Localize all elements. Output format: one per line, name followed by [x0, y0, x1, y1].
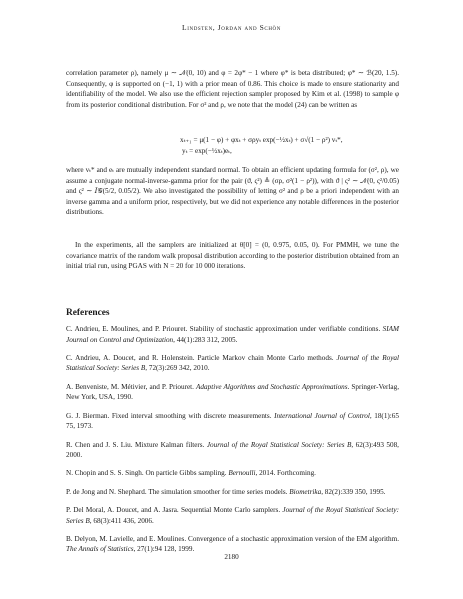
running-head: Lindsten, Jordan and Schön	[182, 23, 281, 32]
reference-authors-title: P. de Jong and N. Shephard. The simulation smoother for time series models.	[66, 487, 290, 496]
reference-entry	[66, 534, 399, 555]
reference-details: , 68(3):411 436, 2006.	[89, 516, 154, 525]
reference-entry	[66, 487, 399, 498]
reference-venue: Bernoulli	[228, 469, 256, 478]
reference-venue: The Annals of Statistics	[66, 545, 134, 554]
references-list	[66, 324, 399, 563]
reference-venue: International Journal of Control	[274, 411, 370, 420]
body-paragraph-2	[66, 165, 399, 218]
reference-details: , 82(2):339 350, 1995.	[321, 487, 386, 496]
reference-venue: SIAM Journal on Control and Optimization	[66, 325, 399, 344]
equation-line-2: yₜ = exp(−½xₜ)eₜ,	[182, 146, 232, 155]
reference-entry	[66, 353, 399, 374]
reference-authors-title: P. Del Moral, A. Doucet, and A. Jasra. Sequential Monte Carlo samplers.	[66, 505, 283, 514]
reference-venue: Biometrika	[289, 487, 322, 496]
reference-authors-title: N. Chopin and S. S. Singh. On particle Gibbs sampling.	[66, 469, 229, 478]
reference-details: , 18(1):65 75, 1973.	[66, 411, 399, 431]
paragraph-text: where vₜ* and eₜ are mutually independent standard normal. To obtain an efficient updating formula for (σ², ρ), we assume a conjugate normal-inverse-gamma prior for the pair (ϑ, ς²) ≜ (σρ, σ²(1 − ρ²)), with ϑ | ς² ∼ 𝒩(0, ς²/0.05) and ς² ∼ 𝐼𝒢(5/2, 0.05/2). We also investigated the possibility of letting σ² and ρ be a priori independent with an inverse gamma and a uniform prior, respectively, but we did not experience any notable differences in the posterior distributions.	[66, 166, 399, 217]
reference-authors-title: R. Chen and J. S. Liu. Mixture Kalman filters.	[66, 440, 207, 449]
reference-authors-title: A. Benveniste, M. Métivier, and P. Priouret.	[66, 382, 197, 391]
reference-details: , 2014. Forthcoming.	[255, 469, 316, 478]
paragraph-text: correlation parameter ρ), namely μ ∼ 𝒩(0, 10) and φ = 2φ* − 1 where φ* is beta distributed; φ* ∼ ℬ(20, 1.5). Consequently, φ is supported on (−1, 1) with a prior mean of 0.86. This choice is made to ensure stationarity and identifiability of the model. We also use the efficient rejection sampler proposed by Kim et al. (1998) to sample φ from its posterior conditional distribution. For σ² and ρ, we note that the model (24) can be written as	[66, 69, 399, 109]
body-paragraph-3	[66, 240, 399, 272]
reference-venue: Journal of the Royal Statistical Society: Series B	[206, 440, 352, 449]
reference-authors-title: C. Andrieu, E. Moulines, and P. Priouret. Stability of stochastic approximation under verifiable conditions.	[66, 325, 383, 333]
references-heading: References	[66, 308, 110, 318]
reference-details: , 27(1):94 128, 1999.	[133, 545, 195, 554]
reference-entry	[66, 411, 399, 432]
equation-block	[180, 135, 343, 156]
reference-entry	[66, 382, 399, 403]
reference-details: , 44(1):283 312, 2005.	[173, 335, 238, 344]
body-paragraph-1	[66, 68, 399, 110]
reference-details: , 62(3):493 508, 2000.	[66, 440, 399, 460]
reference-details: , 72(3):269 342, 2010.	[145, 364, 210, 373]
reference-entry	[66, 324, 399, 345]
reference-entry	[66, 505, 399, 526]
reference-entry	[66, 468, 399, 479]
reference-authors-title: B. Delyon, M. Lavielle, and E. Moulines. Convergence of a stochastic approximation version of the EM algorithm.	[66, 534, 399, 543]
reference-venue: Journal of the Royal Statistical Society: Series B	[66, 505, 399, 525]
reference-authors-title: G. J. Bierman. Fixed interval smoothing with discrete measurements.	[66, 411, 275, 420]
reference-details: . Springer-Verlag, New York, USA, 1990.	[66, 382, 399, 402]
page-number: 2180	[224, 553, 239, 561]
reference-venue: Journal of the Royal Statistical Society: Series B	[66, 353, 399, 373]
reference-entry	[66, 440, 399, 461]
reference-venue: Adaptive Algorithms and Stochastic Approximations	[196, 382, 348, 391]
equation-line-1: xₜ₊₁ = μ(1 − φ) + φxₜ + σρyₜ exp(−½xₜ) + σ√(1 − ρ²) vₜ*,	[180, 136, 343, 144]
reference-authors-title: C. Andrieu, A. Doucet, and R. Holenstein. Particle Markov chain Monte Carlo methods.	[66, 353, 337, 362]
paragraph-text: In the experiments, all the samplers are initialized at θ[0] = (0, 0.975, 0.05, 0). For PMMH, we tune the covariance matrix of the random walk proposal distribution according to the posterior distribution obtained from an initial trial run, using PGAS with N = 20 for 10 000 iterations.	[66, 241, 399, 271]
